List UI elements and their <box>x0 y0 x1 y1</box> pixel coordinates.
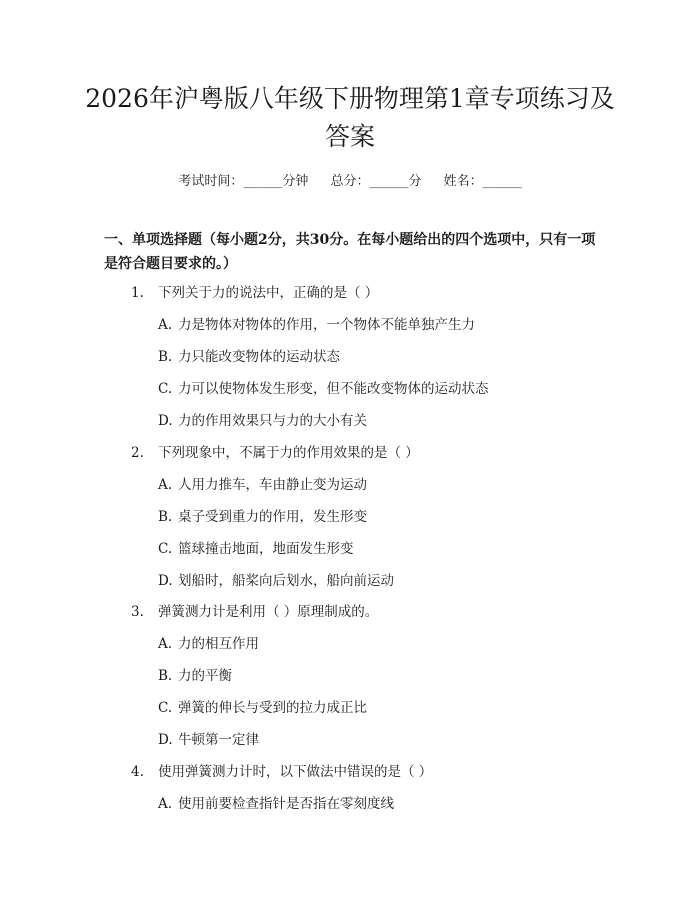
question-text: 使用弹簧测力计时，以下做法中错误的是（ ） <box>158 764 433 780</box>
option-letter: D. <box>158 573 173 589</box>
page-title: 2026年沪粤版八年级下册物理第1章专项练习及答案 <box>85 84 615 151</box>
student-name: 姓名：______ <box>443 174 522 189</box>
option-text: 弹簧的伸长与受到的拉力成正比 <box>178 700 367 716</box>
question-text: 弹簧测力计是利用（ ）原理制成的。 <box>158 604 379 620</box>
question-3 <box>131 600 378 620</box>
option-letter: D. <box>158 732 173 748</box>
option-letter: C. <box>158 700 173 716</box>
question-number: 1. <box>131 285 144 301</box>
option-4a <box>158 792 394 812</box>
exam-time: 考试时间：______分钟 <box>178 174 309 189</box>
option-text: 力只能改变物体的运动状态 <box>178 349 340 365</box>
question-text: 下列关于力的说法中，正确的是（ ） <box>158 285 379 301</box>
option-text: 力的作用效果只与力的大小有关 <box>178 413 367 429</box>
question-4 <box>131 760 432 780</box>
option-text: 人用力推车，车由静止变为运动 <box>178 477 367 493</box>
question-number: 3. <box>131 604 144 620</box>
question-text: 下列现象中，不属于力的作用效果的是（ ） <box>158 445 419 461</box>
option-1a <box>158 313 475 333</box>
exam-score: 总分：______分 <box>330 174 422 189</box>
question-number: 4. <box>131 764 144 780</box>
option-text: 力的平衡 <box>178 668 232 684</box>
option-letter: A. <box>158 796 173 812</box>
option-3a <box>158 632 259 652</box>
option-3b <box>158 664 232 684</box>
option-text: 桌子受到重力的作用，发生形变 <box>178 509 367 525</box>
option-letter: C. <box>158 541 173 557</box>
question-number: 2. <box>131 445 144 461</box>
option-letter: C. <box>158 381 173 397</box>
option-letter: B. <box>158 668 173 684</box>
option-2d <box>158 569 394 589</box>
option-letter: B. <box>158 349 173 365</box>
option-letter: A. <box>158 317 173 333</box>
option-text: 篮球撞击地面，地面发生形变 <box>178 541 354 557</box>
option-3d <box>158 728 259 748</box>
option-text: 力是物体对物体的作用，一个物体不能单独产生力 <box>178 317 475 333</box>
option-1c <box>158 377 489 397</box>
option-text: 力可以使物体发生形变，但不能改变物体的运动状态 <box>178 381 489 397</box>
option-text: 力的相互作用 <box>178 636 259 652</box>
section-heading: 一、单项选择题（每小题2分，共30分。在每小题给出的四个选项中，只有一项是符合题目要求的。） <box>104 232 596 272</box>
option-1b <box>158 345 340 365</box>
option-letter: A. <box>158 636 173 652</box>
question-2 <box>131 441 419 461</box>
exam-info <box>0 170 700 189</box>
option-text: 划船时，船桨向后划水，船向前运动 <box>178 573 394 589</box>
question-1 <box>131 281 378 301</box>
option-text: 使用前要检查指针是否指在零刻度线 <box>178 796 394 812</box>
option-1d <box>158 409 367 429</box>
option-2c <box>158 537 354 557</box>
option-3c <box>158 696 367 716</box>
option-2b <box>158 505 367 525</box>
option-2a <box>158 473 367 493</box>
option-text: 牛顿第一定律 <box>178 732 259 748</box>
option-letter: B. <box>158 509 173 525</box>
option-letter: D. <box>158 413 173 429</box>
option-letter: A. <box>158 477 173 493</box>
